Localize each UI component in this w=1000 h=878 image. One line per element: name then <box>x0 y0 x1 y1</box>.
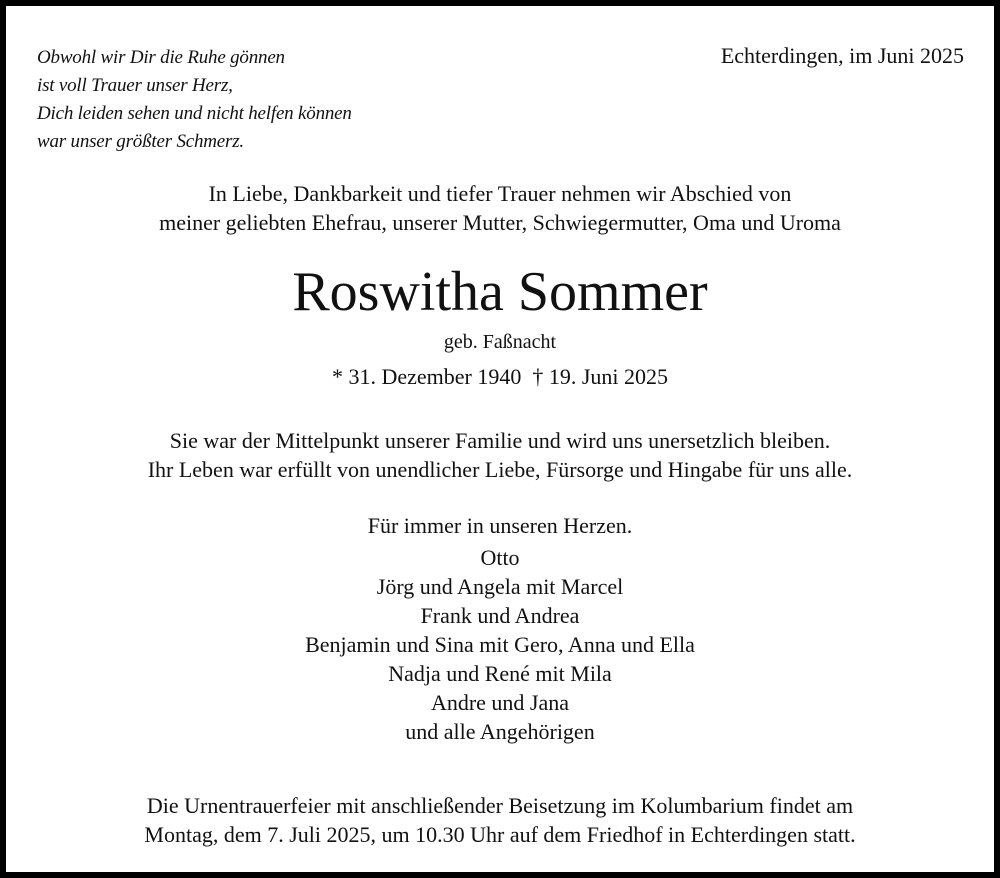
mourner: Otto <box>480 545 520 570</box>
service-line: Die Urnentrauerfeier mit anschließender Beisetzung im Kolumbarium findet am <box>146 793 854 818</box>
place-date: Echterdingen, im Juni 2025 <box>720 43 964 68</box>
service-line: Montag, dem 7. Juli 2025, um 10.30 Uhr auf dem Friedhof in Echterdingen statt. <box>144 822 856 847</box>
deceased-name: Roswitha Sommer <box>292 261 708 323</box>
mourners-list <box>6 543 994 746</box>
obituary-notice <box>6 6 994 872</box>
mourner: und alle Angehörigen <box>405 719 595 744</box>
closing-line: Für immer in unseren Herzen. <box>367 513 633 538</box>
life-dates: * 31. Dezember 1940 † 19. Juni 2025 <box>331 364 669 389</box>
poem-line: Obwohl wir Dir die Ruhe gönnen <box>37 47 285 68</box>
poem-line: war unser größter Schmerz. <box>37 131 244 152</box>
poem <box>37 44 352 156</box>
tribute-line: Ihr Leben war erfüllt von unendlicher Liebe, Fürsorge und Hingabe für uns alle. <box>147 457 853 482</box>
tribute-text <box>6 426 994 484</box>
poem-line: Dich leiden sehen und nicht helfen können <box>37 103 352 124</box>
intro-line: meiner geliebten Ehefrau, unserer Mutter, Schwiegermutter, Oma und Uroma <box>159 210 841 235</box>
birth-name: geb. Faßnacht <box>443 331 557 353</box>
mourner: Andre und Jana <box>430 690 570 715</box>
mourner: Benjamin und Sina mit Gero, Anna und Ella <box>305 632 695 657</box>
service-info <box>6 791 994 849</box>
mourner: Jörg und Angela mit Marcel <box>376 574 624 599</box>
poem-line: ist voll Trauer unser Herz, <box>37 75 233 96</box>
intro-line: In Liebe, Dankbarkeit und tiefer Trauer nehmen wir Abschied von <box>208 181 792 206</box>
tribute-line: Sie war der Mittelpunkt unserer Familie und wird uns unersetzlich bleiben. <box>169 428 831 453</box>
mourner: Nadja und René mit Mila <box>388 661 612 686</box>
intro-text <box>6 179 994 237</box>
mourner: Frank und Andrea <box>420 603 580 628</box>
